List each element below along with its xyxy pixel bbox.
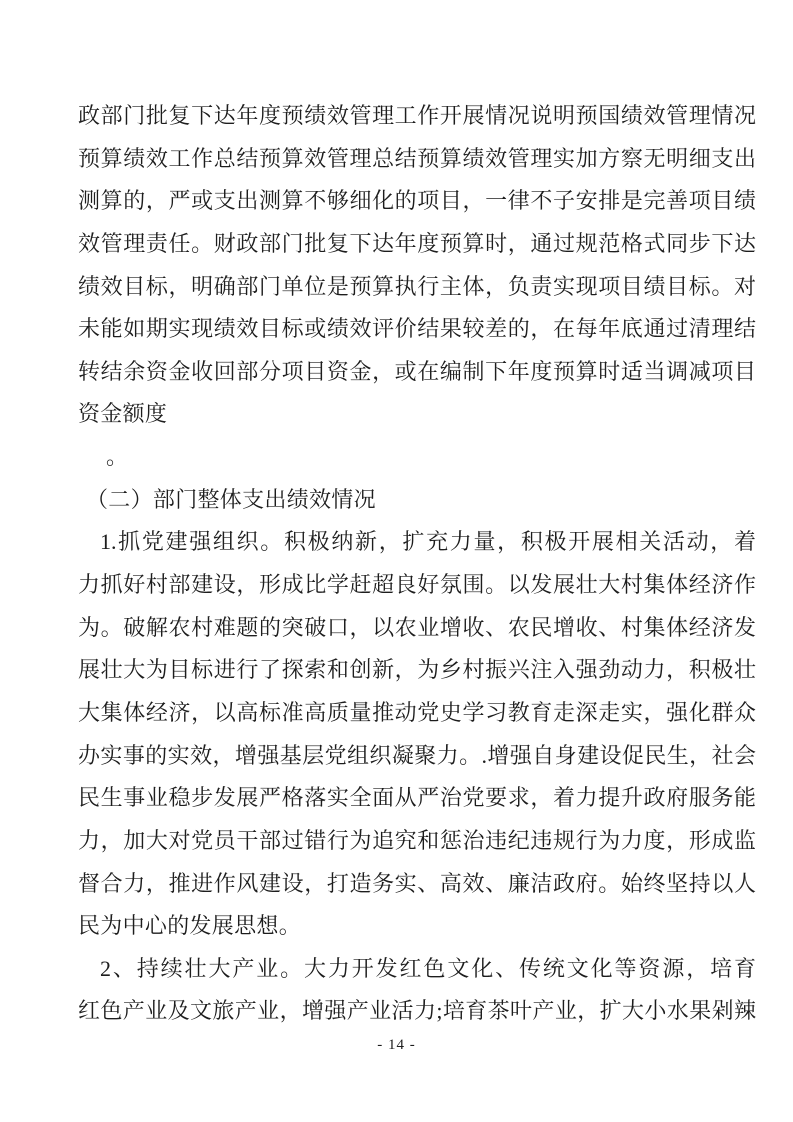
- text-line: 测算的，严或支出测算不够细化的项目，一律不子安排是完善项目绩: [78, 188, 756, 214]
- text-line: 为。破解农村难题的突破口，以农业增收、农民增收、村集体经济发: [78, 614, 756, 640]
- text-line: 督合力，推进作风建设，打造务实、高效、廉洁政府。始终坚持以人: [78, 870, 756, 896]
- text-line: 民为中心的发展思想。: [78, 913, 302, 939]
- document-body: [78, 95, 756, 1033]
- text-line: 办实事的实效，增强基层党组织凝聚力。.增强自身建设促民生，社会: [78, 742, 756, 768]
- text-line: 力，加大对党员干部过错行为追究和惩治违纪违规行为力度，形成监: [78, 827, 756, 853]
- text-line: 民生事业稳步发展严格落实全面从严治党要求，着力提升政府服务能: [78, 785, 756, 811]
- text-line: 力抓好村部建设，形成比学赶超良好氛围。以发展壮大村集体经济作: [78, 572, 756, 598]
- page-footer: [0, 1037, 793, 1054]
- text-line: 效管理责任。财政部门批复下达年度预算时，通过规范格式同步下达: [78, 230, 756, 256]
- text-line: 转结余资金收回部分项目资金，或在编制下年度预算时适当调减项目: [78, 358, 756, 384]
- text-line: 。: [106, 444, 129, 470]
- text-line: 资金额度: [78, 401, 168, 427]
- text-line: 大集体经济，以高标准高质量推动党史学习教育走深走实，强化群众: [78, 699, 756, 725]
- text-line: 未能如期实现绩效目标或绩效评价结果较差的，在每年底通过清理结: [78, 316, 756, 342]
- text-line: 政部门批复下达年度预绩效管理工作开展情况说明预国绩效管理情况: [78, 103, 756, 128]
- text-line: 红色产业及文旅产业，增强产业活力;培育茶叶产业，扩大小水果剁辣: [78, 998, 756, 1024]
- text-line: 2、持续壮大产业。大力开发红色文化、传统文化等资源，培育: [100, 955, 756, 981]
- text-line: 展壮大为目标进行了探索和创新，为乡村振兴注入强劲动力，积极壮: [78, 657, 756, 683]
- text-line: （二）部门整体支出绩效情况: [86, 486, 376, 512]
- text-line: 1.抓党建强组织。积极纳新，扩充力量，积极开展相关活动，着: [100, 529, 756, 555]
- text-line: 绩效目标，明确部门单位是预算执行主体，负责实现项目绩目标。对: [78, 273, 756, 299]
- text-line: 预算绩效工作总结预算效管理总结预算绩效管理实加方察无明细支出: [78, 145, 756, 171]
- page-number: - 14 -: [377, 1037, 416, 1053]
